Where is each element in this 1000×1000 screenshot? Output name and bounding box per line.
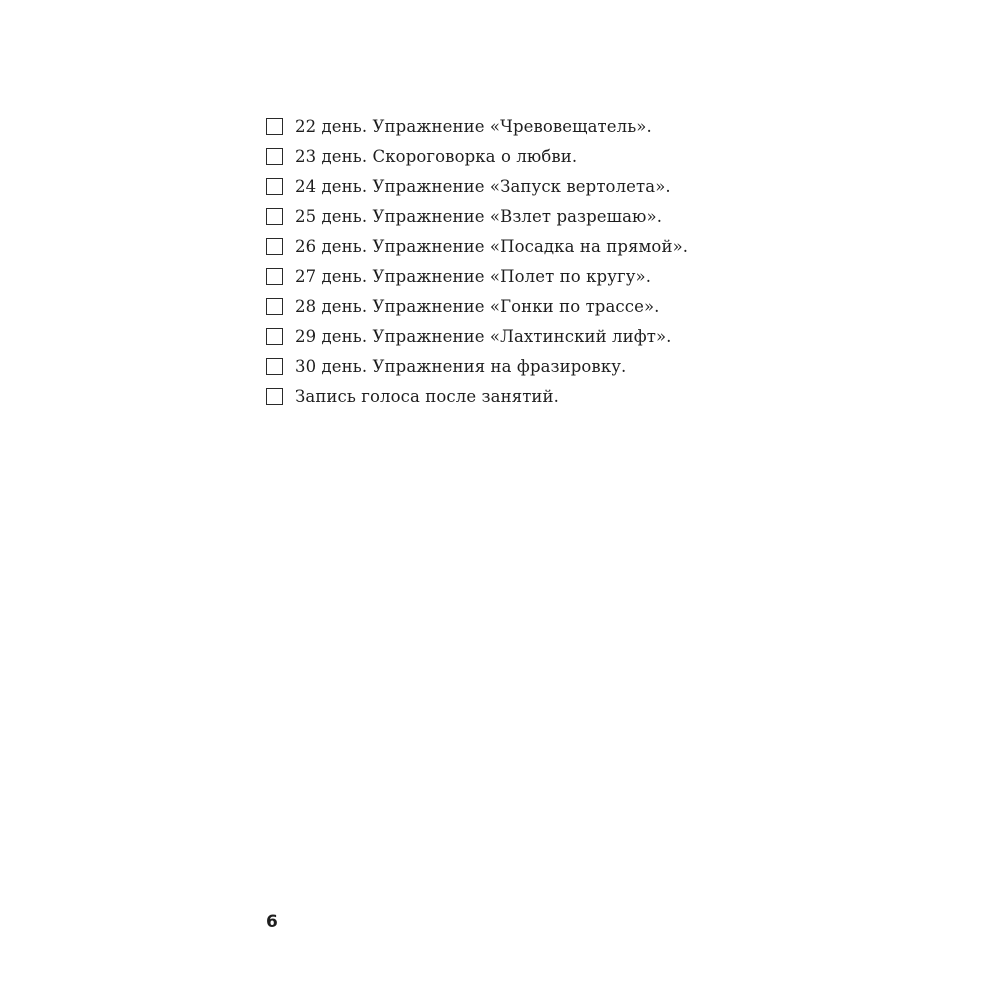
- checkbox[interactable]: [266, 298, 283, 315]
- checkbox[interactable]: [266, 178, 283, 195]
- checklist-item[interactable]: [266, 261, 688, 291]
- checklist-item-label: 25 день. Упражнение «Взлет разрешаю».: [295, 206, 663, 226]
- checkbox[interactable]: [266, 268, 283, 285]
- checklist-item-label: 27 день. Упражнение «Полет по кругу».: [295, 266, 652, 286]
- checkbox[interactable]: [266, 358, 283, 375]
- checklist-item[interactable]: [266, 351, 688, 381]
- checkbox[interactable]: [266, 238, 283, 255]
- checklist-item-label: Запись голоса после занятий.: [295, 386, 559, 406]
- checklist-item-label: 24 день. Упражнение «Запуск вертолета».: [295, 176, 671, 196]
- checklist-item-label: 26 день. Упражнение «Посадка на прямой».: [295, 236, 689, 256]
- checklist-item[interactable]: [266, 111, 688, 141]
- checkbox[interactable]: [266, 388, 283, 405]
- checklist: [266, 111, 688, 411]
- checkbox[interactable]: [266, 328, 283, 345]
- checkbox[interactable]: [266, 118, 283, 135]
- page-number: 6: [266, 912, 278, 932]
- checklist-item-label: 30 день. Упражнения на фразировку.: [295, 356, 627, 376]
- checklist-item[interactable]: [266, 171, 688, 201]
- checklist-item[interactable]: [266, 291, 688, 321]
- checklist-item-label: 28 день. Упражнение «Гонки по трассе».: [295, 296, 660, 316]
- checkbox[interactable]: [266, 148, 283, 165]
- checklist-item[interactable]: [266, 141, 688, 171]
- checklist-item-label: 23 день. Скороговорка о любви.: [295, 146, 578, 166]
- checklist-item[interactable]: [266, 321, 688, 351]
- checklist-item[interactable]: [266, 201, 688, 231]
- checklist-item-label: 22 день. Упражнение «Чревовещатель».: [295, 116, 652, 136]
- checklist-item[interactable]: [266, 231, 688, 261]
- checklist-item-label: 29 день. Упражнение «Лахтинский лифт».: [295, 326, 672, 346]
- checklist-item[interactable]: [266, 381, 688, 411]
- checkbox[interactable]: [266, 208, 283, 225]
